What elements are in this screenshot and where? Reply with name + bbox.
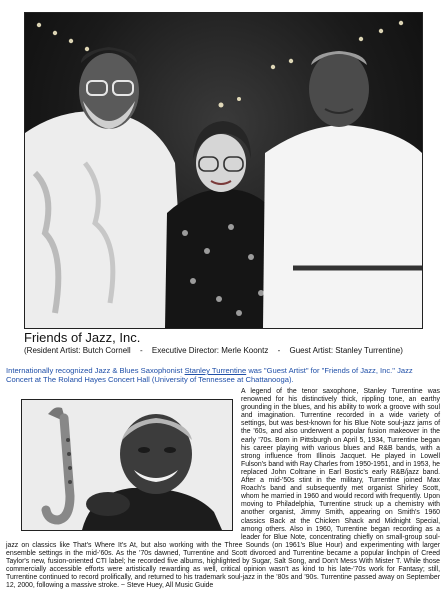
- intro-paragraph: [6, 366, 438, 384]
- separator: -: [139, 346, 143, 355]
- separator: -: [277, 346, 281, 355]
- staff-credits: [24, 346, 434, 355]
- executive-director: Executive Director: Merle Koontz: [151, 346, 269, 355]
- intro-text-start: Internationally recognized Jazz & Blues Saxophonist: [6, 366, 185, 375]
- person-middle: [165, 121, 277, 328]
- group-photo: [24, 12, 423, 329]
- biography-section: [6, 388, 440, 590]
- person-right: [263, 51, 422, 328]
- resident-artist: (Resident Artist: Butch Cornell: [24, 346, 131, 355]
- biography-text: A legend of the tenor saxophone, Stanley Turrentine was renowned for his distinctively thick, rippling tone, an earthy grounding in the blues, and his ability to work a groove with soul and imagination. Turrentine recorded in a wide variety of settings, but was best-known for his Blue Note soul-jazz jams of the '60s, and also underwent a popular fusion makeover in the early '70s. Born in Pittsburgh on April 5, 1934, Turrentine began his career playing with various blues and R&B bands, with a strong influence from Illinois Jacquet. He played in Lowell Fulson's band with Ray Charles from 1950-1951, and in 1953, he replaced John Coltrane in Earl Bostic's early R&B/jazz band. After a mid-'50s stint in the military, Turrentine joined Max Roach's band and subsequently met organist Shirley Scott, whom he married in 1960 and would record with frequently. Upon moving to Philadelphia, Turrentine struck up a chemistry with another organist, Jimmy Smith, appearing on Smith's 1960 classics Back at the Chicken Shack and Midnight Special, among others. Also in 1960, Turrentine began recording as a leader for Blue Note, concentrating chiefly on small-group soul-jazz on classics like That's Where It's At, but also working with the Three Sounds (on 1961's Blue Hour) and experimenting with larger ensemble settings in the mid-'60s. As the '70s dawned, Turrentine and Scott divorced and Turrentine became a popular linchpin of Creed Taylor's new, fusion-oriented CTI label; he recorded five albums, highlighted by Sugar, Salt Song, and Don't Mess With Mister T. While those commercially accessible efforts were artistically rewarding as well, critical opinion wasn't as kind to his late-'70s work for Fantasy; still, Turrentine continued to record prolifically, and returned to his trademark soul-jazz in the '80s and '90s. Turrentine passed away on September 12, 2000, following a massive stroke. ~ Steve Huey, All Music Guide: [6, 388, 440, 590]
- artist-name-link[interactable]: Stanley Turrentine: [184, 366, 247, 375]
- organization-title: Friends of Jazz, Inc.: [24, 330, 141, 345]
- intro-text-end: was "Guest Artist" for "Friends of Jazz, Inc." Jazz Concert at The Roland Hayes Concert Hall (University of Tennessee at Chattanooga).: [6, 366, 413, 385]
- saxophonist-photo: [21, 399, 233, 531]
- person-left: [25, 47, 185, 328]
- guest-artist: Guest Artist: Stanley Turrentine): [289, 346, 403, 355]
